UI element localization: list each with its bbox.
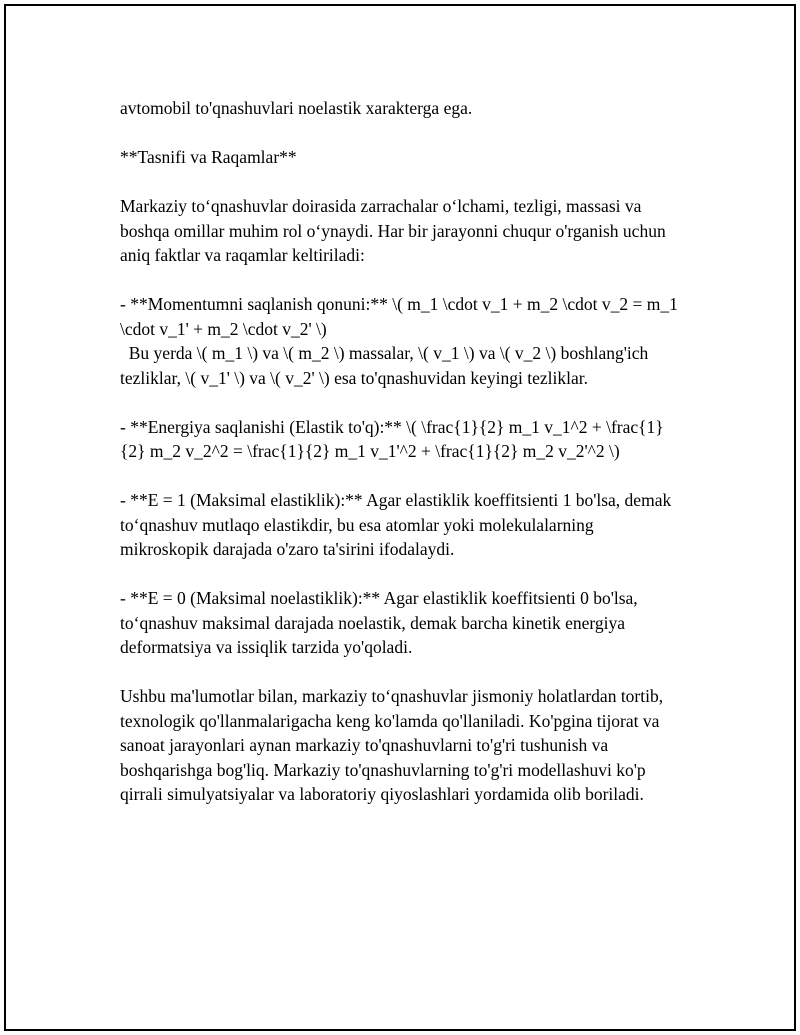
paragraph-overview: Markaziy to‘qnashuvlar doirasida zarrachalar o‘lchami, tezligi, massasi va boshqa omillar muhim rol o‘ynaydi. Har bir jarayonni chuqur o'rganish uchun aniq faktlar va raqamlar keltiriladi: (120, 196, 671, 265)
paragraph-conclusion: Ushbu ma'lumotlar bilan, markaziy to‘qnashuvlar jismoniy holatlardan tortib, texnologik qo'llanmalarigacha keng ko'lamda qo'llaniladi. Ko'pgina tijorat va sanoat jarayonlari aynan markaziy to'qnashuvlarni to'g'ri tushunish va boshqarishga bog'liq. Markaziy to'qnashuvlarning to'g'ri modellashuvi ko'p qirrali simulyatsiyalar va laboratoriy qiyoslashlari yordamida olib boriladi. (120, 686, 668, 804)
list-item-elastic: - **E = 1 (Maksimal elastiklik):** Agar elastiklik koeffitsienti 1 bo'lsa, demak to‘qnashuv mutlaqo elastikdir, bu esa atomlar yoki molekulalarning mikroskopik darajada o'zaro ta'sirini ifodalaydi. (120, 490, 676, 559)
list-item-energy: - **Energiya saqlanishi (Elastik to'q):** \( \frac{1}{2} m_1 v_1^2 + \frac{1}{2} m_2 v_2^2 = \frac{1}{2} m_1 v_1'^2 + \frac{1}{2} m_2 v_2'^2 \) (120, 416, 664, 461)
document-body (120, 96, 680, 807)
section-heading: **Tasnifi va Raqamlar** (120, 147, 297, 167)
paragraph-intro-fragment: avtomobil to'qnashuvlari noelastik xarakterga ega. (120, 98, 473, 118)
document-page (4, 4, 796, 1031)
list-item-momentum: - **Momentumni saqlanish qonuni:** \( m_1 \cdot v_1 + m_2 \cdot v_2 = m_1 \cdot v_1' + m_2 \cdot v_2' \) Bu yerda \( m_1 \) va \( m_2 \) massalar, \( v_1 \) va \( v_2 \) boshlang'ich tezliklar, \( v_1' \) va \( v_2' \) esa to'qnashuvidan keyingi tezliklar. (120, 294, 678, 388)
list-item-inelastic: - **E = 0 (Maksimal noelastiklik):** Agar elastiklik koeffitsienti 0 bo'lsa, to‘qnashuv maksimal darajada noelastik, demak barcha kinetik energiya deformatsiya va issiqlik tarzida yo'qoladi. (120, 588, 643, 657)
